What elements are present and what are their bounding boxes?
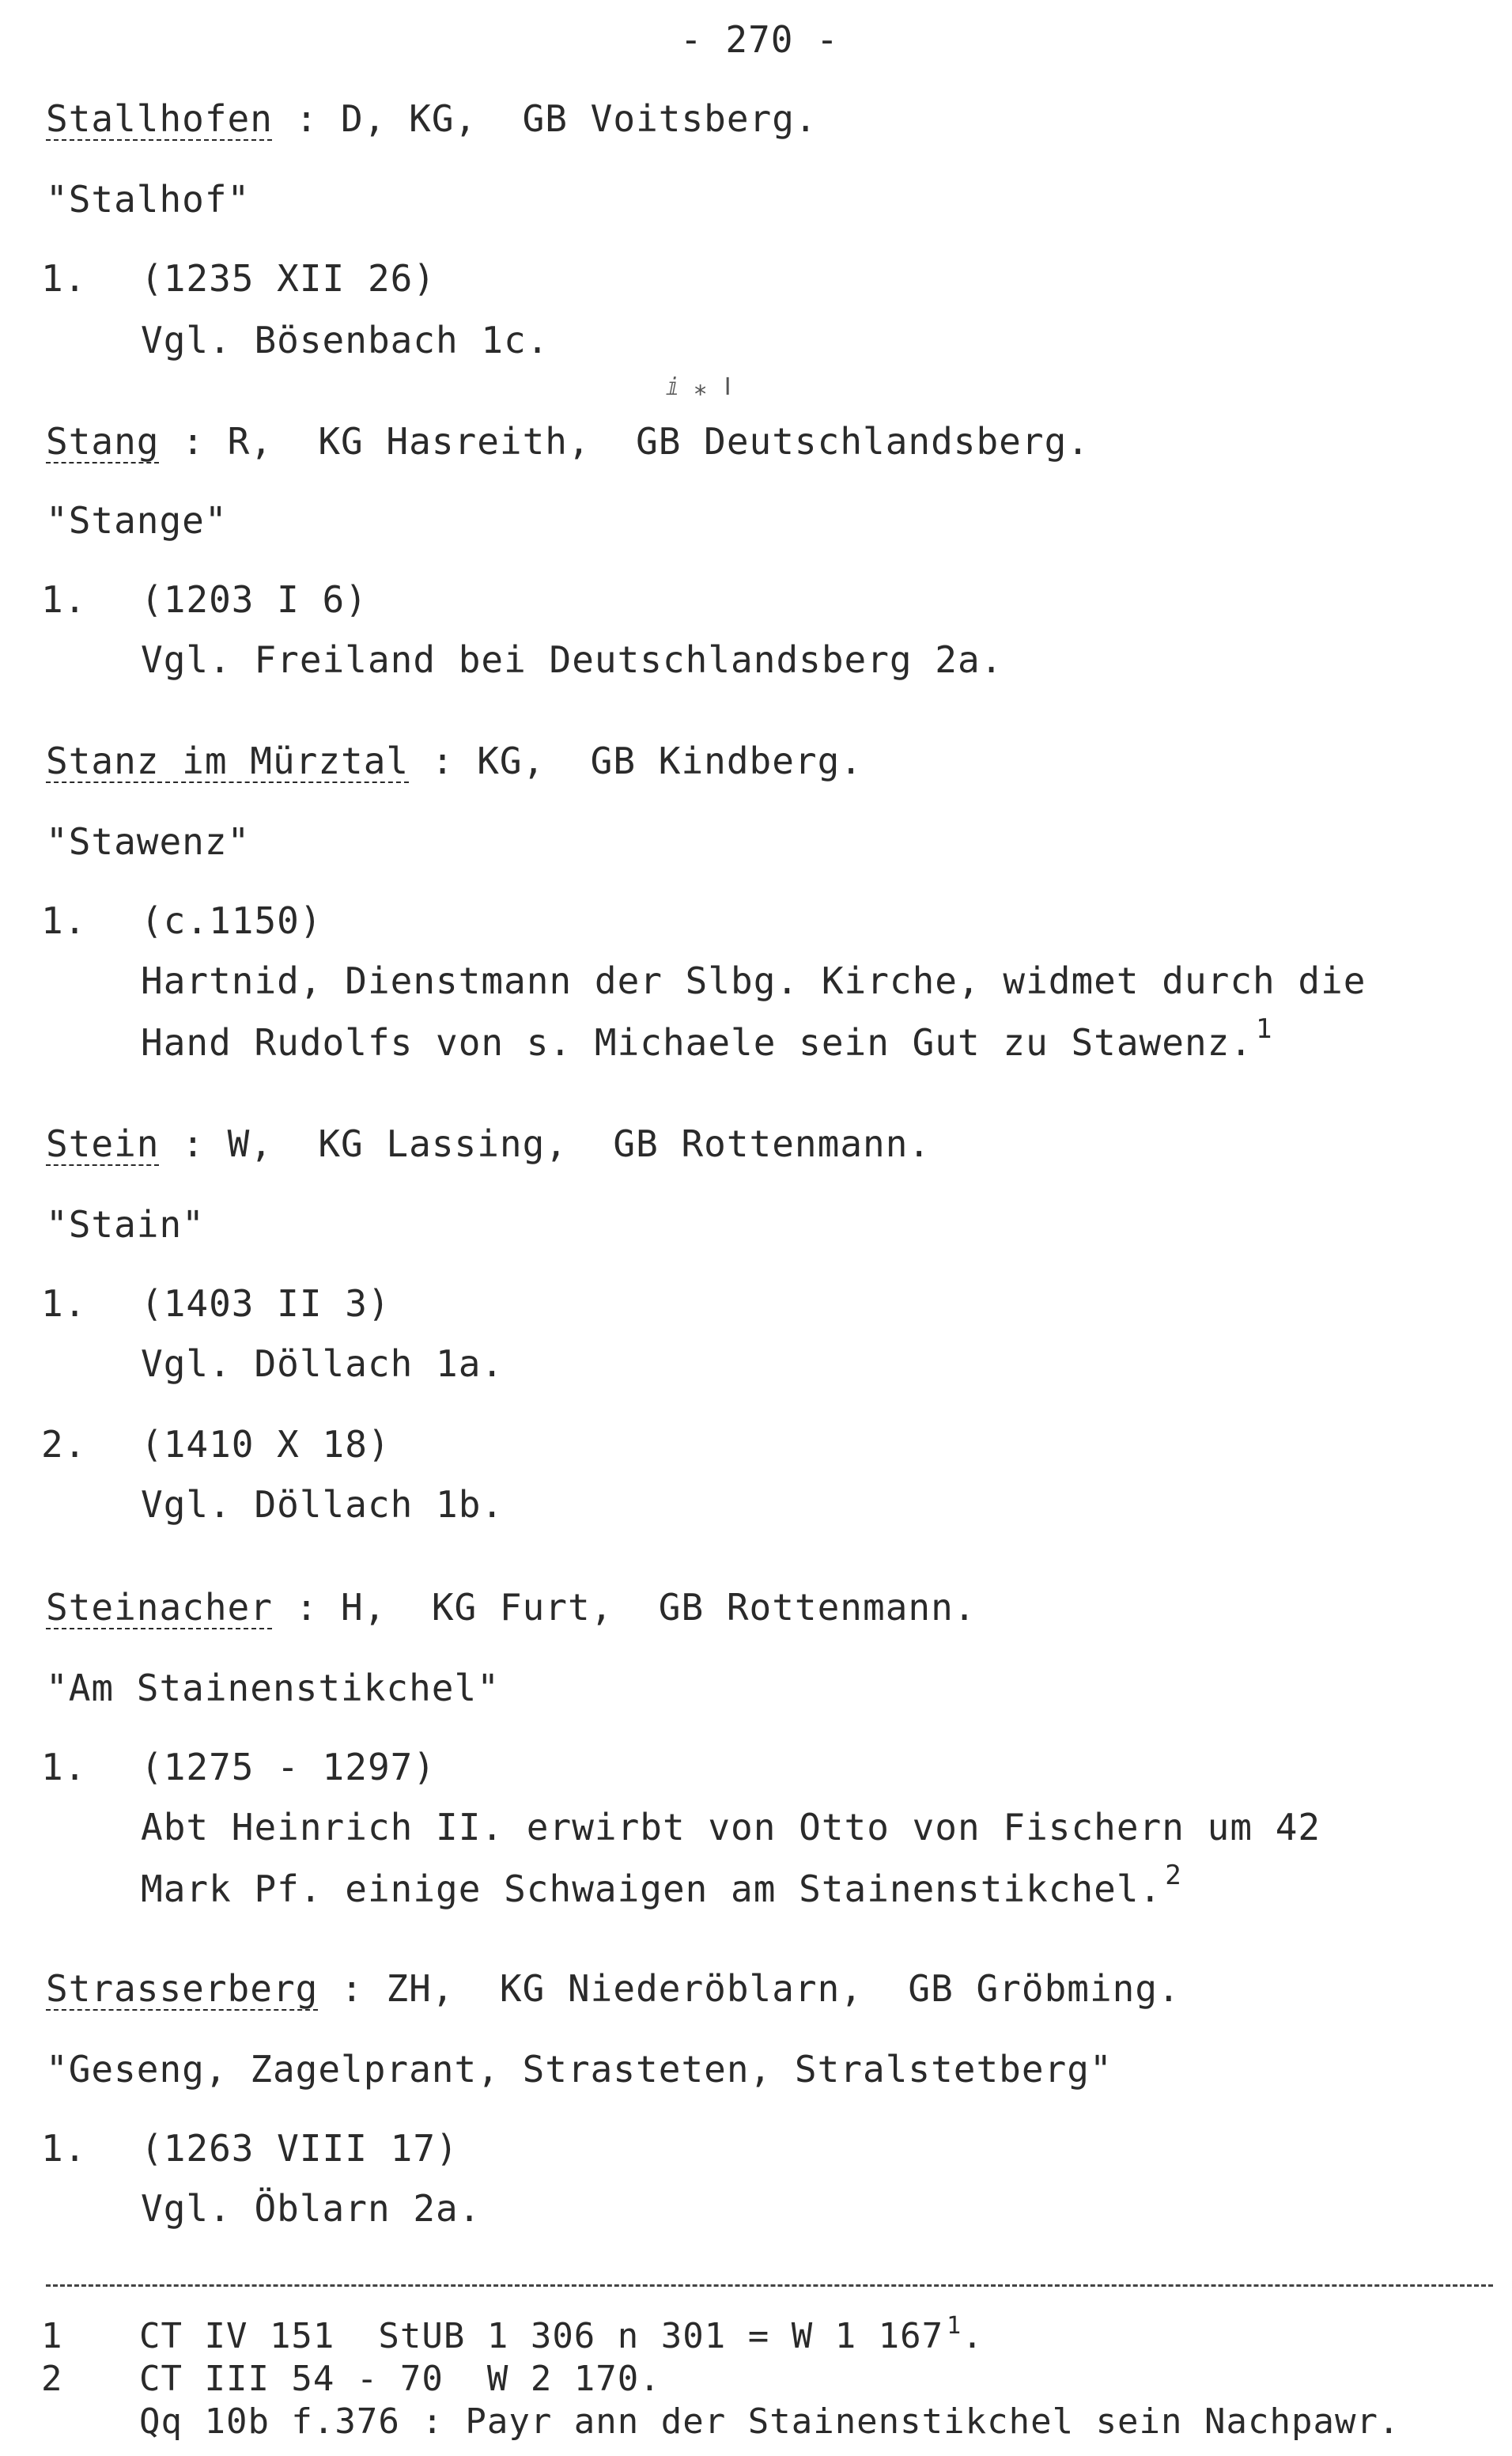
- entry-headword: Stein: [46, 1122, 160, 1165]
- footnote-text: [139, 2312, 984, 2361]
- entry-headword: Stang: [46, 420, 160, 463]
- item-text-line: Hand Rudolfs von s. Michaele sein Gut zu Stawenz.: [141, 1021, 1253, 1064]
- item-label: 1.: [41, 2127, 87, 2170]
- entry-location: : R, KG Hasreith, GB Deutschlandsberg.: [159, 420, 1090, 463]
- handwritten-mark: ⅈ ⁎ ǀ: [666, 373, 735, 401]
- item-date: (1275 - 1297): [141, 1746, 437, 1788]
- entry-location: : ZH, KG Niederöblarn, GB Gröbming.: [318, 1967, 1181, 2010]
- item-text: Vgl. Döllach 1a.: [141, 1342, 505, 1385]
- item-date: (1410 X 18): [141, 1423, 391, 1466]
- entry-historic-name: "Am Stainenstikchel": [46, 1667, 500, 1709]
- item-label: 1.: [41, 578, 87, 621]
- entry-headword: Strasserberg: [46, 1967, 319, 2010]
- item-date: (1403 II 3): [141, 1282, 391, 1325]
- item-text: Vgl. Freiland bei Deutschlandsberg 2a.: [141, 638, 1004, 681]
- footnote-text-main: CT IV 151 StUB 1 306 n 301 = W 1 167: [139, 2316, 944, 2356]
- entry-headword: Steinacher: [46, 1586, 273, 1629]
- footnote-reference: 1: [1256, 1013, 1273, 1045]
- item-text: Vgl. Bösenbach 1c.: [141, 319, 550, 361]
- footnote-text-tail: .: [962, 2316, 984, 2356]
- entry-heading: [46, 1585, 976, 1629]
- entry-location: : W, KG Lassing, GB Rottenmann.: [159, 1122, 932, 1165]
- item-label: 1.: [41, 1282, 87, 1325]
- entry-historic-name: "Stange": [46, 499, 228, 542]
- footnote-text: CT III 54 - 70 W 2 170.: [139, 2359, 661, 2399]
- entry-heading: [46, 1122, 931, 1166]
- entry-heading: [46, 419, 1090, 464]
- entry-heading: [46, 96, 818, 141]
- item-date: (1263 VIII 17): [141, 2127, 459, 2170]
- item-date: (1235 XII 26): [141, 257, 437, 300]
- item-label: 2.: [41, 1423, 87, 1466]
- footnote-reference: 2: [1165, 1860, 1182, 1891]
- entry-location: : D, KG, GB Voitsberg.: [272, 97, 818, 140]
- item-text: Vgl. Öblarn 2a.: [141, 2187, 482, 2230]
- entry-heading: [46, 739, 863, 783]
- item-label: 1.: [41, 899, 87, 942]
- item-text-line: Mark Pf. einige Schwaigen am Stainenstikchel.: [141, 1868, 1162, 1910]
- footnote-superscript: 1: [947, 2312, 962, 2340]
- footnote-separator: [46, 2284, 1493, 2287]
- item-label: 1.: [41, 257, 87, 300]
- entry-headword: Stallhofen: [46, 97, 273, 140]
- item-date: (c.1150): [141, 899, 323, 942]
- item-text: [141, 1860, 1182, 1915]
- page-number: - 270 -: [680, 18, 839, 61]
- entry-historic-name: "Stain": [46, 1203, 205, 1246]
- footnote-text: Qq 10b f.376 : Payr ann der Stainenstikchel sein Nachpawr.: [139, 2401, 1400, 2442]
- entry-historic-name: "Stalhof": [46, 178, 251, 221]
- item-text: Vgl. Döllach 1b.: [141, 1483, 505, 1526]
- item-text: [141, 1013, 1273, 1069]
- entry-location: : H, KG Furt, GB Rottenmann.: [272, 1586, 977, 1629]
- entry-heading: [46, 1966, 1181, 2011]
- entry-headword: Stanz im Mürztal: [46, 740, 410, 782]
- item-date: (1203 I 6): [141, 578, 368, 621]
- entry-historic-name: "Stawenz": [46, 820, 251, 863]
- entry-location: : KG, GB Kindberg.: [409, 740, 863, 782]
- item-label: 1.: [41, 1746, 87, 1788]
- entry-historic-name: "Geseng, Zagelprant, Strasteten, Stralstetberg": [46, 2048, 1113, 2091]
- item-text: Hartnid, Dienstmann der Slbg. Kirche, widmet durch die: [141, 959, 1366, 1002]
- item-text: Abt Heinrich II. erwirbt von Otto von Fischern um 42: [141, 1806, 1321, 1849]
- footnote-number: 2: [41, 2359, 63, 2399]
- footnote-number: 1: [41, 2316, 63, 2356]
